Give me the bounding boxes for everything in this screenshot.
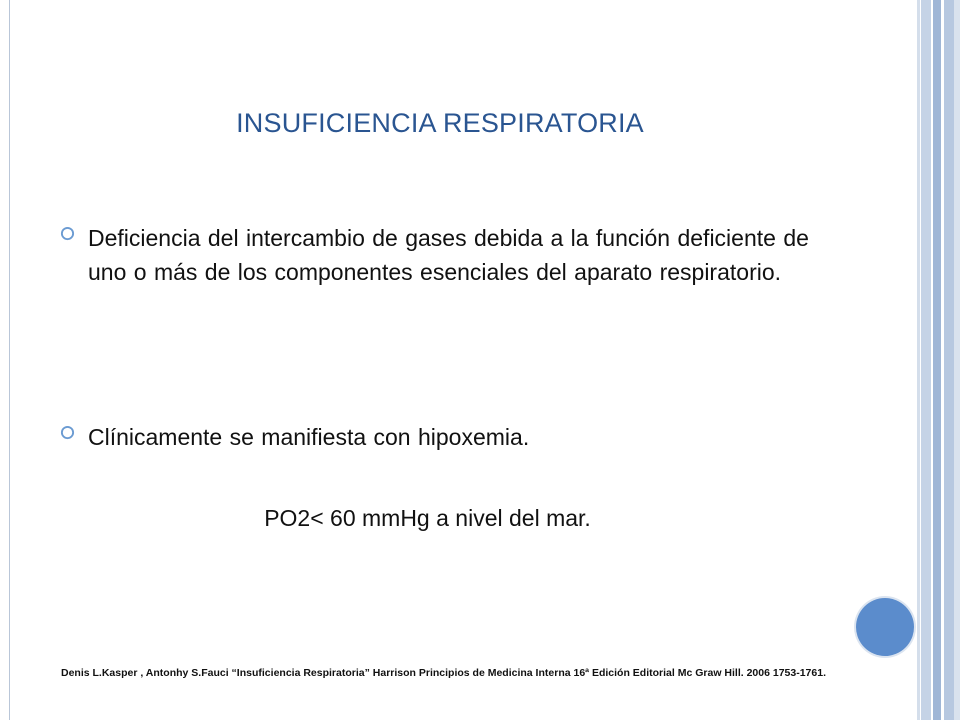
right-decorative-stripes xyxy=(917,0,960,720)
open-circle-bullet-icon xyxy=(60,425,75,440)
bullet-item xyxy=(60,420,850,454)
slide-title: INSUFICIENCIA RESPIRATORIA xyxy=(236,108,644,138)
open-circle-bullet-icon xyxy=(60,226,75,241)
stripe xyxy=(933,0,941,720)
formula-text: PO2< 60 mmHg a nivel del mar. xyxy=(264,505,591,531)
stripe xyxy=(944,0,954,720)
blue-circle-icon xyxy=(856,598,914,656)
bullet-text: Deficiencia del intercambio de gases debida a la función deficiente de uno o más de los componentes esenciales del aparato respiratorio. xyxy=(88,225,809,285)
bullet-text: Clínicamente se manifiesta con hipoxemia. xyxy=(88,424,530,450)
stripe xyxy=(954,0,960,720)
stripe xyxy=(921,0,931,720)
bullet-item xyxy=(60,221,850,289)
stripe xyxy=(917,0,920,720)
reference-citation: Denis L.Kasper , Antonhy S.Fauci “Insuficiencia Respiratoria” Harrison Principios de Medicina Interna 16ª Edición Editorial Mc Graw Hill. 2006 1753-1761. xyxy=(61,667,826,679)
